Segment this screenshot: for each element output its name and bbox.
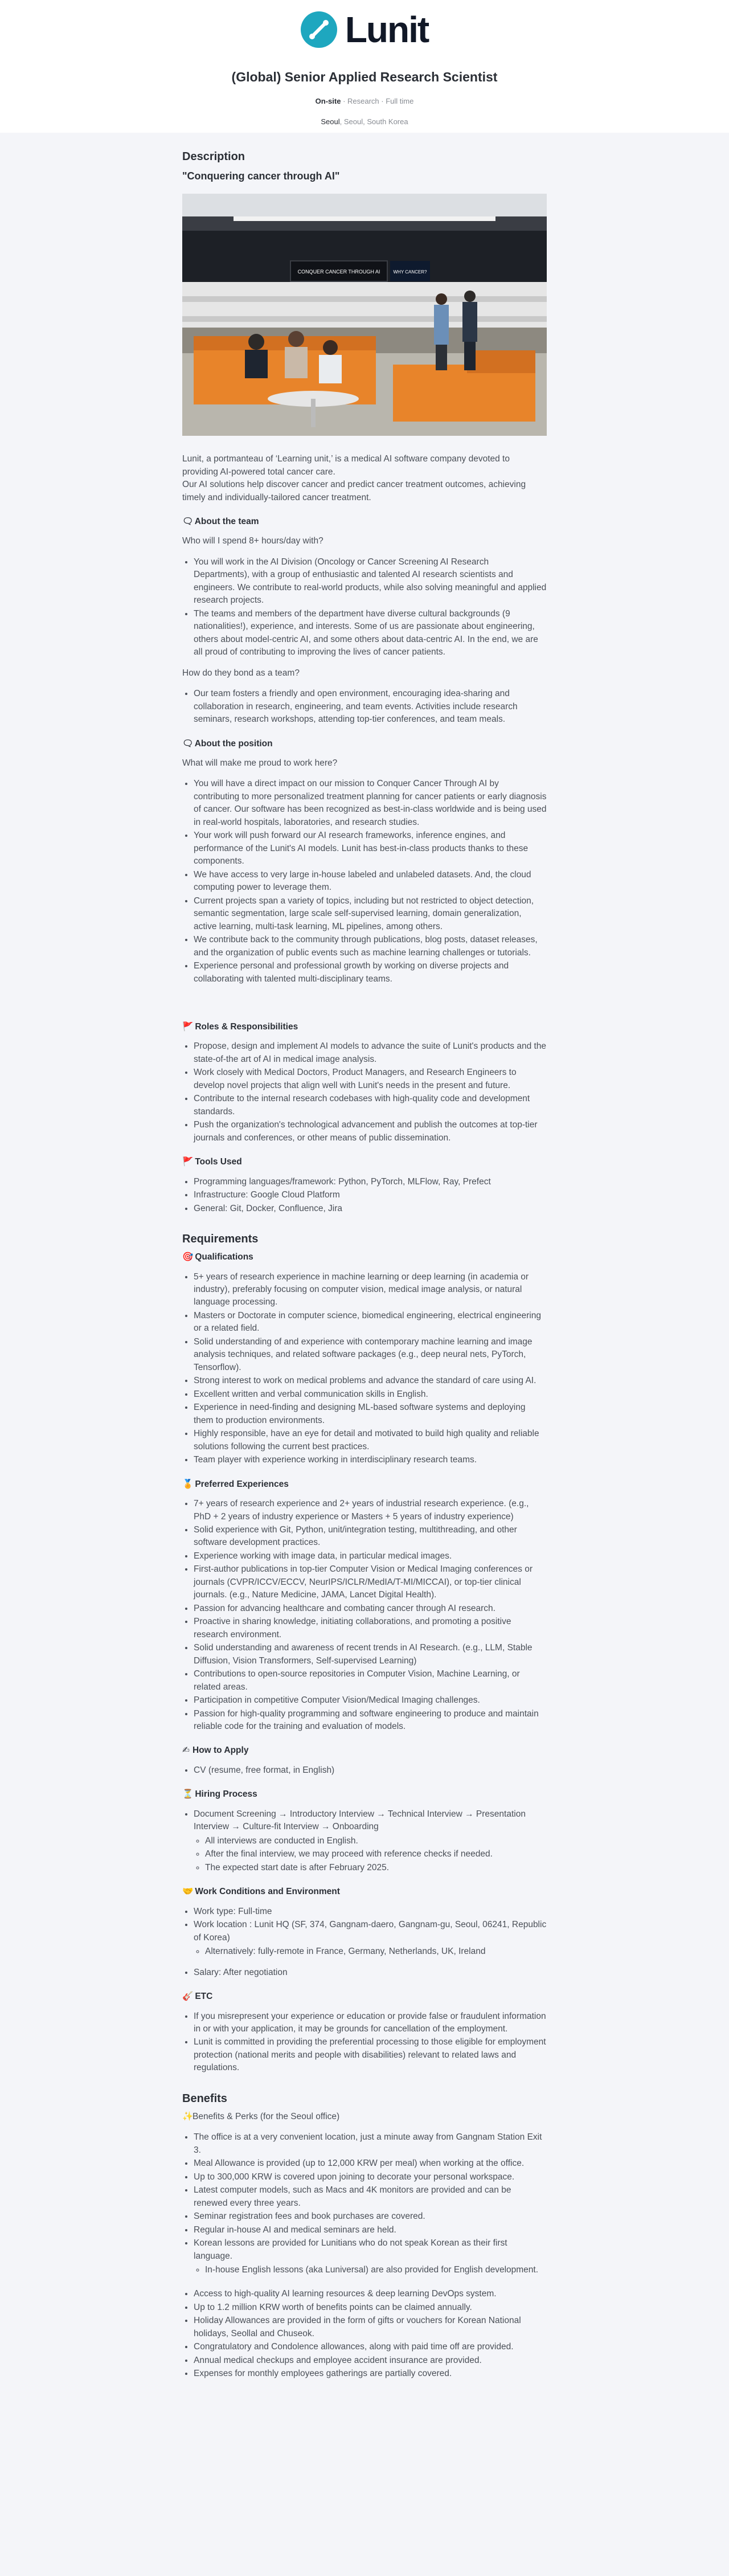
list-item xyxy=(194,1919,547,1958)
etc-list xyxy=(182,2010,547,2075)
etc-heading xyxy=(182,1990,547,2003)
writing-hand-icon: ✍ xyxy=(182,1745,190,1756)
qualifications-heading xyxy=(182,1251,547,1264)
list-item: • Holiday Allowances are provided in the form of gifts or vouchers for Korean National holidays, Seollal and Chuseok. xyxy=(194,2315,547,2340)
list-item: ◦ Alternatively: fully-remote in France, Germany, Netherlands, UK, Ireland xyxy=(205,1945,547,1958)
hiring-label: Hiring Process xyxy=(195,1789,257,1800)
meta-separator: · xyxy=(379,96,386,105)
list-item: • Current projects span a variety of topics, including but not restricted to object detection, semantic segmentation, large scale self-supervised learning, domain generalization, active learning, multi-task learning, ML pipelines, among others. xyxy=(194,895,547,933)
list-item: • Strong interest to work on medical problems and advance the standard of care using AI. xyxy=(194,1375,547,1387)
speech-bubble-icon: 🗨 xyxy=(182,738,194,749)
about-position-heading xyxy=(182,738,547,750)
bond-list xyxy=(182,688,547,726)
job-content xyxy=(182,133,547,2411)
preferred-heading xyxy=(182,1478,547,1491)
lunit-logo-icon xyxy=(301,11,337,48)
list-item: • CV (resume, free format, in English) xyxy=(194,1764,547,1777)
hiring-list xyxy=(182,1808,547,1874)
list-item: • Latest computer models, such as Macs and 4K monitors are provided and can be renewed every three years. xyxy=(194,2184,547,2210)
meta-team: Research xyxy=(347,96,379,105)
perks-heading xyxy=(182,2111,547,2123)
apply-list xyxy=(182,1764,547,1777)
list-item: • Solid experience with Git, Python, unit/integration testing, multithreading, and other software development practices. xyxy=(194,1524,547,1549)
handshake-icon: 🤝 xyxy=(182,1887,194,1897)
list-item: • Team player with experience working in interdisciplinary research teams. xyxy=(194,1454,547,1466)
work-location: Work location : Lunit HQ (SF, 374, Gangnam-daero, Gangnam-gu, Seoul, 06241, Republic of Korea) xyxy=(194,1920,547,1943)
preferred-list xyxy=(182,1498,547,1733)
requirements-heading: Requirements xyxy=(182,1233,259,1246)
hiring-heading xyxy=(182,1788,547,1801)
lunit-logo[interactable] xyxy=(301,11,428,48)
list-item: • Experience personal and professional growth by working on diverse projects and collaborating with talented multi-disciplinary teams. xyxy=(194,960,547,986)
qualifications-label: Qualifications xyxy=(195,1252,253,1262)
list-item: • Push the organization's technological advancement and publish the outcomes at top-tier journals and conferences, or other means of public dissemination. xyxy=(194,1119,547,1144)
intro xyxy=(182,453,547,504)
list-item: • 7+ years of research experience and 2+ years of industrial research experience. (e.g., PhD + 2 years of industry experience or Masters + 5 years of industry experience) xyxy=(194,1498,547,1523)
list-item: • Access to high-quality AI learning resources & deep learning DevOps system. xyxy=(194,2288,547,2300)
list-item: ◦ All interviews are conducted in English. xyxy=(205,1835,547,1847)
list-item: • First-author publications in top-tier Computer Vision or Medical Imaging conferences or journals (CVPR/ICCV/ECCV, NeurIPS/ICLR/MedIA/T-MI/MICCAI), or top-tier clinical journals. (e.g., Nature Medicine, JAMA, Lancet Digital Health). xyxy=(194,1563,547,1601)
list-item: • Masters or Doctorate in computer science, biomedical engineering, electrical engineering or a related field. xyxy=(194,1310,547,1335)
hiring-sub-list xyxy=(194,1835,547,1874)
preferred-label: Preferred Experiences xyxy=(195,1479,289,1489)
etc-label: ETC xyxy=(195,1992,213,2002)
tools-heading xyxy=(182,1156,547,1168)
list-item: ◦ After the final interview, we may proceed with reference checks if needed. xyxy=(205,1848,547,1861)
list-item: • 5+ years of research experience in machine learning or deep learning (in academia or industry), preferably focusing on computer vision, medical image analysis, or natural language processing. xyxy=(194,1271,547,1309)
red-flag-icon: 🚩 xyxy=(182,1021,194,1032)
intro-paragraph: Our AI solutions help discover cancer and predict cancer treatment outcomes, achieving timely and individually-tailored cancer treatment. xyxy=(182,480,526,502)
list-item: • Solid understanding and awareness of recent trends in AI Research. (e.g., LLM, Stable Diffusion, Vision Transformers, Self-supervised Learning) xyxy=(194,1642,547,1667)
office-photo xyxy=(182,194,547,436)
roles-label: Roles & Responsibilities xyxy=(195,1021,298,1032)
target-icon: 🎯 xyxy=(182,1252,194,1262)
job-meta xyxy=(0,96,729,107)
list-item: • Our team fosters a friendly and open environment, encouraging idea-sharing and collaboration in research, engineering, and team events. Activities include research seminars, research workshops, attending top-tier conferences, and team meals. xyxy=(194,688,547,726)
list-item xyxy=(194,2237,547,2276)
perks-list-2 xyxy=(182,2288,547,2380)
job-header xyxy=(0,0,729,133)
work-list xyxy=(182,1906,547,1958)
question: How do they bond as a team? xyxy=(182,668,300,678)
meta-onsite: On-site xyxy=(315,96,341,105)
list-item: • Expenses for monthly employees gatherings are partially covered. xyxy=(194,2368,547,2380)
list-item: • Proactive in sharing knowledge, initiating collaborations, and promoting a positive research environment. xyxy=(194,1616,547,1641)
photo-sign-left: CONQUER CANCER THROUGH AI xyxy=(297,269,380,275)
description-heading: Description xyxy=(182,150,245,163)
list-item: • We contribute back to the community through publications, blog posts, dataset releases, and the organization of public events such as machine learning challenges or tutorials. xyxy=(194,934,547,959)
list-item: • Lunit is committed in providing the preferential processing to those eligible for employment protection (national merits and people with disabilities) relevant to related laws and regulations. xyxy=(194,2036,547,2074)
meta-separator: · xyxy=(341,96,348,105)
list-item: • Meal Allowance is provided (up to 12,000 KRW per meal) when working at the office. xyxy=(194,2157,547,2170)
list-item: • Passion for high-quality programming and software engineering to produce and maintain reliable code for the training and evaluation of models. xyxy=(194,1708,547,1733)
position-list xyxy=(182,778,547,986)
hourglass-icon: ⏳ xyxy=(182,1789,194,1800)
list-item: • Work type: Full-time xyxy=(194,1906,547,1918)
roles-heading xyxy=(182,1021,547,1033)
tools-label: Tools Used xyxy=(195,1157,242,1167)
list-item: • Salary: After negotiation xyxy=(194,1966,547,1979)
perks-list xyxy=(182,2131,547,2276)
photo-sign-right: WHY CANCER? xyxy=(393,269,427,275)
hiring-steps: Document Screening → Introductory Interview → Technical Interview → Presentation Interview → Culture-fit Interview → Onboarding xyxy=(194,1809,526,1832)
intro-paragraph: Lunit, a portmanteau of ‘Learning unit,’ is a medical AI software company devoted to providing AI-powered total cancer care. xyxy=(182,454,510,477)
list-item: • Programming languages/framework: Python, PyTorch, MLFlow, Ray, Prefect xyxy=(194,1176,547,1188)
list-item xyxy=(194,1808,547,1874)
list-item: • If you misrepresent your experience or education or provide false or fraudulent information in or with your application, it may be grounds for cancellation of the employment. xyxy=(194,2010,547,2036)
list-item: • The office is at a very convenient location, just a minute away from Gangnam Station Exit 3. xyxy=(194,2131,547,2157)
tools-list xyxy=(182,1176,547,1215)
list-item: ◦ In-house English lessons (aka Luniversal) are also provided for English development. xyxy=(205,2264,547,2276)
list-item: • General: Git, Docker, Confluence, Jira xyxy=(194,1203,547,1215)
list-item: • Passion for advancing healthcare and combating cancer through AI research. xyxy=(194,1602,547,1615)
perks-sub-list xyxy=(194,2264,547,2276)
about-position-label: About the position xyxy=(194,738,273,749)
list-item: • Experience in need-finding and designing ML-based software systems and deploying them to production environments. xyxy=(194,1401,547,1427)
logo-text: Lunit xyxy=(345,9,429,50)
roles-list xyxy=(182,1040,547,1144)
list-item: • Your work will push forward our AI research frameworks, inference engines, and performance of the Lunit's AI models. Lunit has best-in-class products thanks to these components. xyxy=(194,829,547,868)
meta-type: Full time xyxy=(386,96,414,105)
list-item: ◦ The expected start date is after February 2025. xyxy=(205,1862,547,1874)
list-item: • You will have a direct impact on our mission to Conquer Cancer Through AI by contributing to more personalized treatment planning for cancer patients or early diagnosis of cancer. Our software has been recognized as best-in-class worldwide and is being used in real-world hospitals, laboratories, and research studies. xyxy=(194,778,547,829)
list-item: • We have access to very large in-house labeled and unlabeled datasets. And, the cloud computing power to leverage them. xyxy=(194,869,547,894)
medal-icon: 🏅 xyxy=(182,1479,194,1489)
about-team-heading xyxy=(182,516,547,528)
job-title: (Global) Senior Applied Research Scientist xyxy=(231,69,498,85)
list-item: • Contributions to open-source repositories in Computer Vision, Machine Learning, or related areas. xyxy=(194,1668,547,1694)
list-item: • Propose, design and implement AI models to advance the suite of Lunit's products and the state-of-the art of AI in medical image analysis. xyxy=(194,1040,547,1066)
list-item: • Regular in-house AI and medical seminars are held. xyxy=(194,2224,547,2236)
benefits-heading: Benefits xyxy=(182,2092,227,2105)
list-item: • The teams and members of the department have diverse cultural backgrounds (9 nationalities!), experience, and interests. Some of us are passionate about engineering, others about model-centric AI, and some others about data-centric AI. In the end, we are all proud of contributing to improving the lives of cancer patients. xyxy=(194,608,547,659)
work-heading xyxy=(182,1886,547,1898)
team-list xyxy=(182,556,547,659)
list-item: • Excellent written and verbal communication skills in English. xyxy=(194,1388,547,1401)
korean-lessons: Korean lessons are provided for Lunitians who do not speak Korean as their first language. xyxy=(194,2238,507,2261)
list-item: • Up to 300,000 KRW is covered upon joining to decorate your personal workspace. xyxy=(194,2171,547,2184)
list-item: • Annual medical checkups and employee accident insurance are provided. xyxy=(194,2354,547,2367)
location-rest: , Seoul, South Korea xyxy=(339,117,408,126)
list-item: • Seminar registration fees and book purchases are covered. xyxy=(194,2210,547,2223)
location-city: Seoul xyxy=(321,117,340,126)
list-item: • Experience working with image data, in particular medical images. xyxy=(194,1550,547,1563)
list-item: • Participation in competitive Computer Vision/Medical Imaging challenges. xyxy=(194,1694,547,1707)
list-item: • Solid understanding of and experience with contemporary machine learning and image analysis techniques, and related software packages (e.g., deep neural nets, PyTorch, Tensorflow). xyxy=(194,1336,547,1374)
work-label: Work Conditions and Environment xyxy=(195,1887,340,1897)
question: What will make me proud to work here? xyxy=(182,758,338,768)
job-location xyxy=(0,117,729,128)
sparkles-icon: ✨ xyxy=(182,2111,194,2121)
list-item: • Congratulatory and Condolence allowances, along with paid time off are provided. xyxy=(194,2341,547,2353)
description-quote: "Conquering cancer through AI" xyxy=(182,170,340,182)
guitar-icon: 🎸 xyxy=(182,1992,194,2002)
list-item: • Infrastructure: Google Cloud Platform xyxy=(194,1189,547,1201)
list-item: • Up to 1.2 million KRW worth of benefits points can be claimed annually. xyxy=(194,2301,547,2314)
list-item: • Work closely with Medical Doctors, Product Managers, and Research Engineers to develop novel projects that align well with Lunit's needs in the present and future. xyxy=(194,1066,547,1092)
question: Who will I spend 8+ hours/day with? xyxy=(182,536,323,546)
about-team-label: About the team xyxy=(194,516,259,526)
salary-list xyxy=(182,1966,547,1979)
list-item: • You will work in the AI Division (Oncology or Cancer Screening AI Research Departments), with a group of enthusiastic and talented AI research scientists and engineers. We contribute to real-world products, while also solving meaningful and applied research projects. xyxy=(194,556,547,607)
work-sub-list xyxy=(194,1945,547,1958)
list-item: • Contribute to the internal research codebases with high-quality code and development standards. xyxy=(194,1093,547,1118)
red-flag-icon: 🚩 xyxy=(182,1157,194,1167)
apply-heading xyxy=(182,1744,547,1757)
perks-label: Benefits & Perks (for the Seoul office) xyxy=(193,2111,340,2121)
speech-bubble-icon: 🗨 xyxy=(182,516,194,526)
apply-label: How to Apply xyxy=(193,1745,249,1756)
qualifications-list xyxy=(182,1271,547,1467)
list-item: • Highly responsible, have an eye for detail and motivated to build high quality and reliable solutions following the current best practices. xyxy=(194,1428,547,1453)
